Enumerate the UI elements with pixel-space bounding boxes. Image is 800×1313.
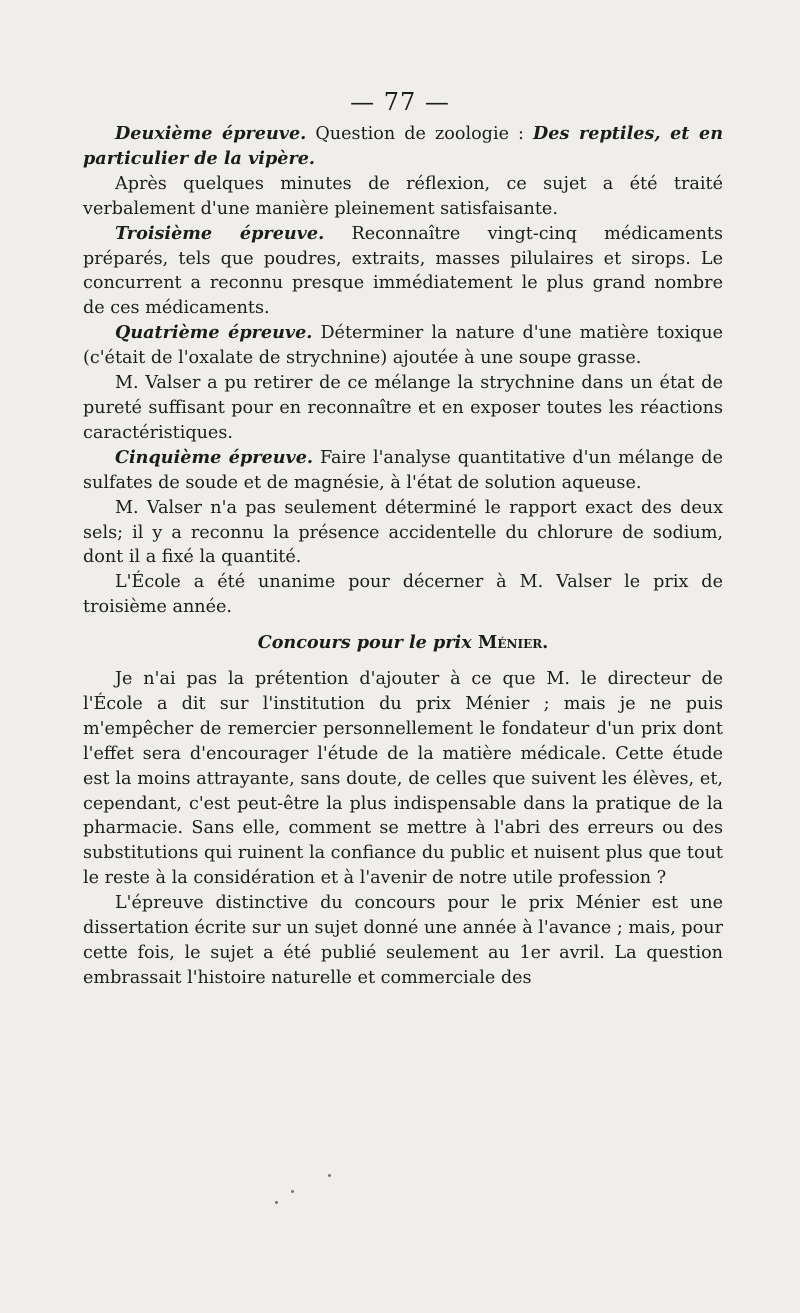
paragraph-text: M. Valser a pu retirer de ce mélange la strychnine dans un état de pureté suffisant pour en reconnaître et en exposer toutes les réactions caractéristiques.: [83, 373, 723, 443]
paragraph-lead: Quatrième épreuve.: [115, 322, 313, 344]
paragraph: [83, 122, 723, 172]
paragraph-text: L'École a été unanime pour décerner à M. Valser le prix de troisième année.: [83, 572, 723, 618]
paragraph: [83, 891, 723, 991]
paper-speck: [275, 1201, 278, 1204]
paragraph-italic-tail: Des reptiles, et en particulier de la vipère.: [83, 123, 723, 169]
paragraph-lead: Troisième épreuve.: [115, 222, 325, 244]
paragraph: [83, 222, 723, 322]
paragraph: [83, 667, 723, 891]
paragraph-text: Faire l'analyse quantitative d'un mélange de sulfates de soude et de magnésie, à l'état de solution aqueuse.: [83, 447, 723, 493]
paragraph-text: Je n'ai pas la prétention d'ajouter à ce que M. le directeur de l'École a dit sur l'institution du prix Ménier ; mais je ne puis m'empêcher de remercier personnellement le fondateur d'un prix dont l'effet sera d'encourager l'étude de la matière médicale. Cette étude est la moins attrayante, sans doute, de celles que suivent les élèves, et, cependant, c'est peut-être la plus indispensable dans la pratique de la pharmacie. Sans elle, comment se mettre à l'abri des erreurs ou des substitutions qui ruinent la confiance du public et nuisent plus que tout le reste à la considération et à l'avenir de notre utile profession ?: [83, 669, 723, 889]
paragraph: [83, 496, 723, 571]
paragraph: [83, 321, 723, 371]
page-number: — 77 —: [350, 88, 450, 116]
paragraph: [83, 172, 723, 222]
body-text: [83, 122, 723, 991]
paragraph: [83, 570, 723, 620]
paper-speck: [291, 1190, 294, 1193]
section-title-name: Ménier.: [477, 632, 549, 654]
paragraph-text: Déterminer la nature d'une matière toxique (c'était de l'oxalate de strychnine) ajoutée à une soupe grasse.: [83, 323, 723, 369]
paragraph-lead: Cinquième épreuve.: [115, 446, 314, 468]
paragraph-lead: Deuxième épreuve.: [115, 123, 307, 144]
paper-speck: [328, 1174, 331, 1177]
paragraph: [83, 446, 723, 496]
paragraph: [83, 371, 723, 446]
paragraph-text: Reconnaître vingt-cinq médicaments préparés, tels que poudres, extraits, masses pilulaires et sirops. Le concurrent a reconnu presque immédiatement le plus grand nombre de ces médicaments.: [83, 223, 723, 319]
section-title: [83, 631, 723, 656]
section-title-text: Concours pour le prix: [257, 632, 478, 654]
paragraph-text: Question de zoologie :: [306, 124, 534, 144]
paragraph-text: L'épreuve distinctive du concours pour le prix Ménier est une dissertation écrite sur un sujet donné une année à l'avance ; mais, pour cette fois, le sujet a été publié seulement au 1er avril. La question embrassait l'histoire naturelle et commerciale des: [83, 893, 723, 988]
paragraph-text: M. Valser n'a pas seulement déterminé le rapport exact des deux sels; il y a reconnu la présence accidentelle du chlorure de sodium, dont il a fixé la quantité.: [83, 497, 723, 568]
paragraph-text: Après quelques minutes de réflexion, ce sujet a été traité verbalement d'une manière pleinement satisfaisante.: [83, 173, 723, 219]
